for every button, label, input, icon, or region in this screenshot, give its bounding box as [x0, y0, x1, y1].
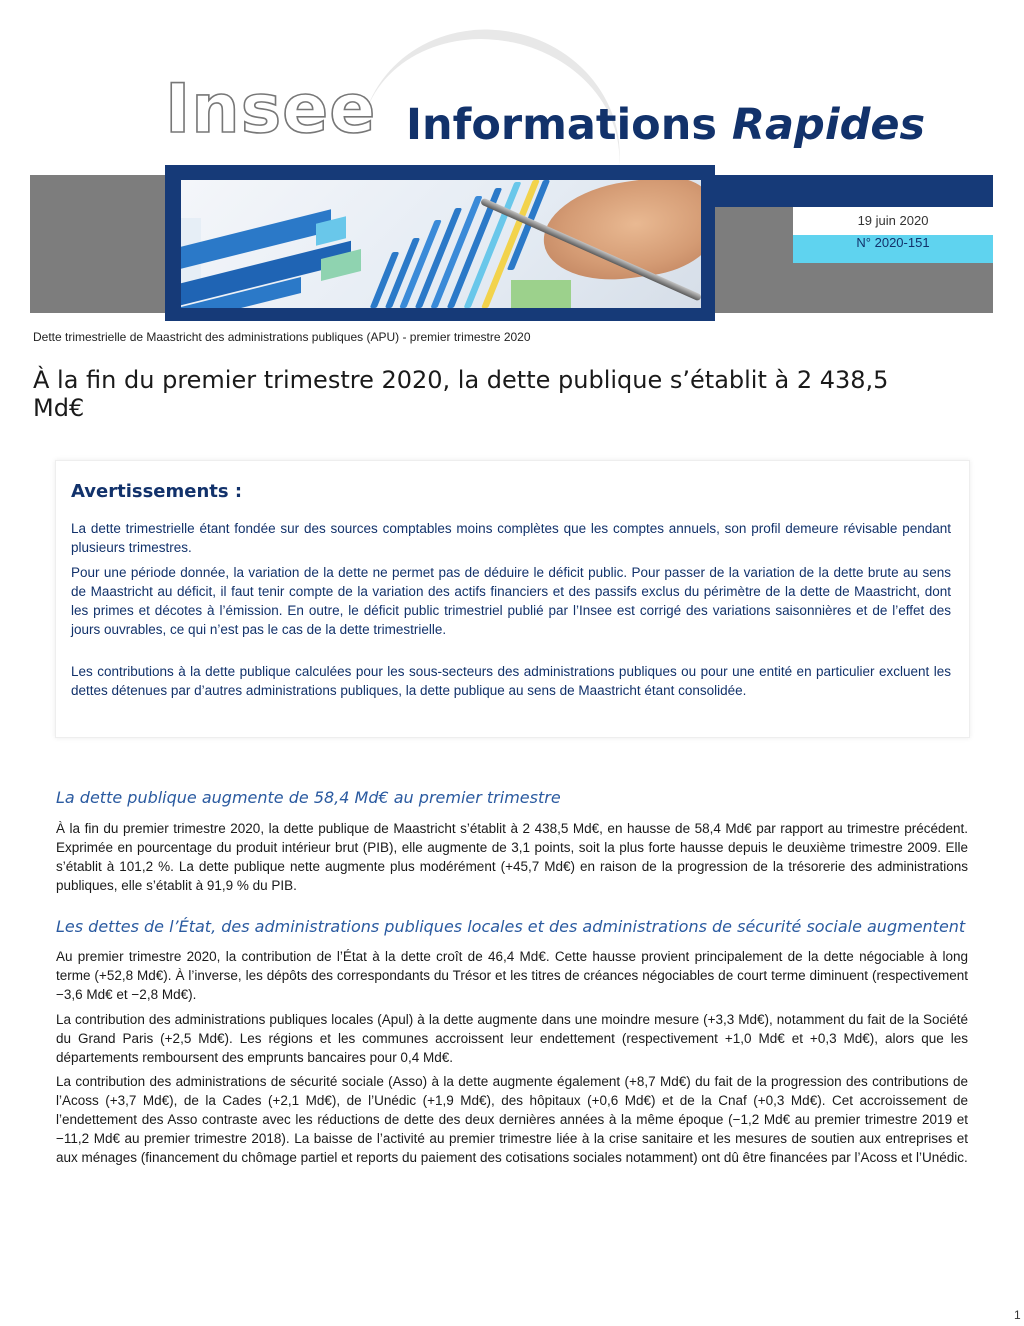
warning-paragraph: Pour une période donnée, la variation de la dette ne permet pas de déduire le déficit public. Pour passer de la variation de la dette brute au sens de Maastricht au déficit, il faut tenir compte de la variation des actifs financiers et des passifs exclus du périmètre de la dette de Maastricht, dont les primes et décotes à l’émission. En outre, le déficit public trimestriel publié par l’Insee est corrigé des variations saisonnières et de l’effet des jours ouvrables, ce qui n’est pas le cas de la dette trimestrielle.	[71, 565, 951, 637]
publication-title	[406, 100, 926, 150]
body-paragraph: La contribution des administrations de sécurité sociale (Asso) à la dette augmente également (+8,7 Md€) du fait de la progression des contributions de l’Acoss (+3,7 Md€), de la Cades (+2,1 Md€), de l’Unédic (+1,9 Md€), des hôpitaux (+0,6 Md€) et de la Cnaf (+0,3 Md€). Cet accroissement de l’endettement des Asso contraste avec les réductions de dette des deux dernières années à la même époque (−1,2 Md€ au premier trimestre 2019 et −11,2 Md€ au premier trimestre 2018). La baisse de l’activité au premier trimestre liée à la crise sanitaire et les mesures de soutien aux entreprises et aux ménages (financement du chômage partiel et reports du paiement des cotisations sociales notamment) ont dû être financées par l’Acoss et l’Unédic.	[56, 1074, 968, 1165]
insee-logo: Insee	[165, 70, 377, 149]
publication-title-part1: Informations	[406, 100, 717, 150]
body-paragraph: La contribution des administrations publiques locales (Apul) à la dette augmente dans une moindre mesure (+3,3 Md€), notamment du fait de la Société du Grand Paris (+2,5 Md€). Les régions et les communes accroissent leur endettement (respectivement +1,0 Md€ et +0,3 Md€), alors que les départements remboursent des emprunts bancaires pour 0,4 Md€.	[56, 1012, 968, 1065]
section-heading: Les dettes de l’État, des administrations publiques locales et des administrations de sécurité sociale augmentent	[56, 917, 966, 936]
warnings-title: Avertissements :	[71, 481, 243, 502]
header-photo	[181, 180, 701, 308]
section-heading: La dette publique augmente de 58,4 Md€ au premier trimestre	[56, 788, 561, 807]
document-subtitle: Dette trimestrielle de Maastricht des administrations publiques (APU) - premier trimestre 2020	[33, 330, 531, 344]
body-paragraph: Au premier trimestre 2020, la contribution de l’État à la dette croît de 46,4 Md€. Cette hausse provient principalement de la dette négociable à long terme (+52,8 Md€). À l’inverse, les dépôts des correspondants du Trésor et les titres de créances négociables de court terme diminuent (respectivement −3,6 Md€ et −2,8 Md€).	[56, 949, 968, 1002]
warning-paragraph: La dette trimestrielle étant fondée sur des sources comptables moins complètes que les comptes annuels, son profil demeure révisable pendant plusieurs trimestres.	[71, 521, 951, 555]
page-title: À la fin du premier trimestre 2020, la dette publique s’établit à 2 438,5 Md€	[33, 366, 889, 422]
warning-paragraph: Les contributions à la dette publique calculées pour les sous-secteurs des administrations publiques ou pour une entité en particulier excluent les dettes détenues par d’autres administrations publiques, la dette publique au sens de Maastricht étant consolidée.	[71, 664, 951, 698]
body-paragraph: À la fin du premier trimestre 2020, la dette publique de Maastricht s’établit à 2 438,5 Md€, en hausse de 58,4 Md€ par rapport au trimestre précédent. Exprimée en pourcentage du produit intérieur brut (PIB), elle augmente de 3,1 points, soit la plus forte hausse depuis le deuxième trimestre 2009. Elle s’établit à 101,2 %. La dette publique nette augmente plus modérément (+45,7 Md€) en raison de la progression de la trésorerie des administrations publiques, elle s’établit à 91,9 % du PIB.	[56, 821, 968, 893]
publication-title-part2: Rapides	[731, 100, 926, 150]
publication-number: N° 2020-151	[793, 235, 993, 263]
page-number: 1	[1014, 1308, 1021, 1322]
publication-date: 19 juin 2020	[793, 207, 993, 235]
